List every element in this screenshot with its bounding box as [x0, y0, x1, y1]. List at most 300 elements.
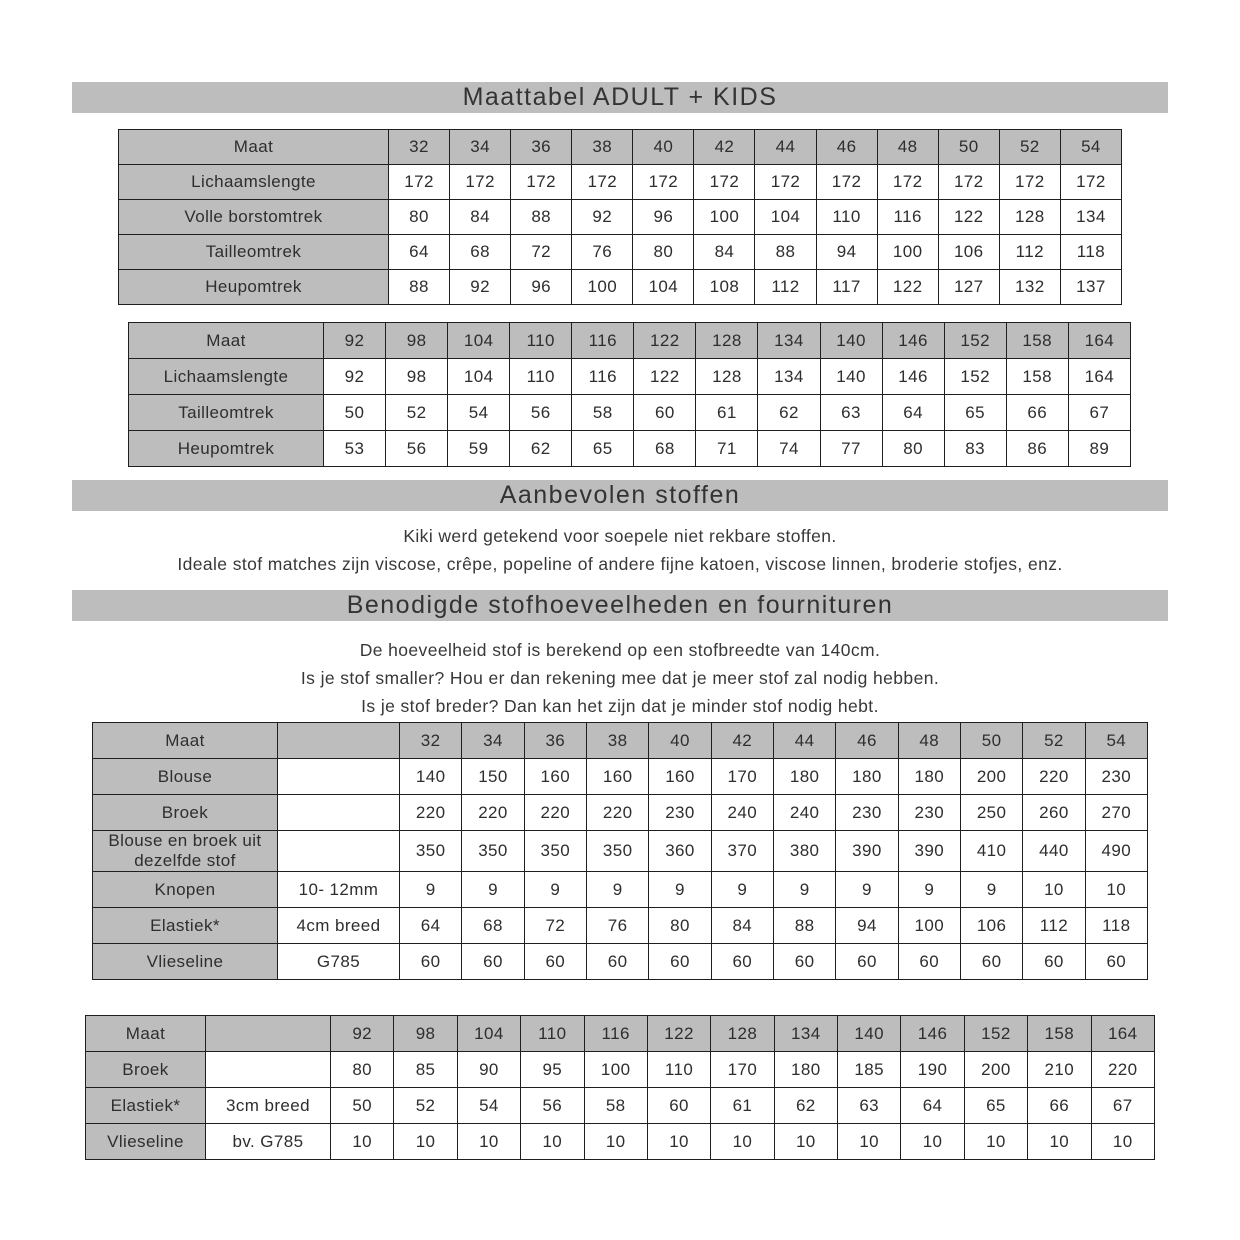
row-note-cell: bv. G785 [206, 1124, 331, 1160]
value-cell: 94 [836, 908, 898, 944]
value-cell: 9 [462, 872, 524, 908]
size-header-cell: 32 [400, 723, 462, 759]
value-cell: 110 [647, 1052, 710, 1088]
value-cell: 100 [572, 270, 633, 305]
value-cell: 92 [450, 270, 511, 305]
value-cell: 158 [1006, 359, 1068, 395]
value-cell: 60 [586, 944, 648, 980]
value-cell: 250 [960, 795, 1022, 831]
value-cell: 60 [960, 944, 1022, 980]
row-note-cell [206, 1016, 331, 1052]
value-cell: 96 [633, 200, 694, 235]
value-cell: 164 [1068, 359, 1130, 395]
value-cell: 64 [901, 1088, 964, 1124]
kids-size-table [128, 322, 1131, 467]
value-cell: 9 [649, 872, 711, 908]
value-cell: 220 [400, 795, 462, 831]
value-cell: 127 [938, 270, 999, 305]
value-cell: 96 [511, 270, 572, 305]
value-cell: 260 [1023, 795, 1085, 831]
size-header-cell: 46 [836, 723, 898, 759]
value-cell: 62 [758, 395, 820, 431]
value-cell: 54 [457, 1088, 520, 1124]
row-note-cell: 10- 12mm [278, 872, 400, 908]
value-cell: 134 [1060, 200, 1121, 235]
table-header-row [119, 130, 1122, 165]
value-cell: 160 [586, 759, 648, 795]
value-cell: 67 [1068, 395, 1130, 431]
size-header-cell: 50 [960, 723, 1022, 759]
value-cell: 9 [524, 872, 586, 908]
value-cell: 68 [450, 235, 511, 270]
size-header-cell: 122 [634, 323, 696, 359]
size-header-cell: 128 [711, 1016, 774, 1052]
row-label-cell: Lichaamslengte [119, 165, 389, 200]
row-note-cell: G785 [278, 944, 400, 980]
value-cell: 185 [838, 1052, 901, 1088]
row-label-cell: Maat [93, 723, 278, 759]
value-cell: 60 [400, 944, 462, 980]
value-cell: 89 [1068, 431, 1130, 467]
value-cell: 74 [758, 431, 820, 467]
value-cell: 50 [331, 1088, 394, 1124]
value-cell: 132 [999, 270, 1060, 305]
table-row [86, 1052, 1155, 1088]
value-cell: 60 [649, 944, 711, 980]
value-cell: 190 [901, 1052, 964, 1088]
value-cell: 200 [964, 1052, 1027, 1088]
table-row [93, 831, 1148, 872]
table-row [129, 431, 1131, 467]
row-label-cell: Tailleomtrek [119, 235, 389, 270]
value-cell: 83 [944, 431, 1006, 467]
value-cell: 172 [1060, 165, 1121, 200]
table-row [86, 1088, 1155, 1124]
value-cell: 180 [836, 759, 898, 795]
value-cell: 68 [462, 908, 524, 944]
value-cell: 240 [711, 795, 773, 831]
value-cell: 122 [938, 200, 999, 235]
row-label-cell: Knopen [93, 872, 278, 908]
value-cell: 65 [572, 431, 634, 467]
table-header-row [86, 1016, 1155, 1052]
size-header-cell: 104 [457, 1016, 520, 1052]
body-text-line: Is je stof breder? Dan kan het zijn dat je minder stof nodig hebt. [361, 696, 879, 716]
value-cell: 180 [774, 1052, 837, 1088]
title-banner: Maattabel ADULT + KIDS [72, 82, 1168, 113]
size-header-cell: 128 [696, 323, 758, 359]
value-cell: 56 [386, 431, 448, 467]
value-cell: 240 [773, 795, 835, 831]
value-cell: 63 [820, 395, 882, 431]
row-label-cell: Blouse en broek uit dezelfde stof [93, 831, 278, 872]
value-cell: 9 [773, 872, 835, 908]
size-header-cell: 140 [820, 323, 882, 359]
value-cell: 59 [448, 431, 510, 467]
value-cell: 150 [462, 759, 524, 795]
value-cell: 72 [524, 908, 586, 944]
value-cell: 56 [510, 395, 572, 431]
value-cell: 60 [1023, 944, 1085, 980]
size-header-cell: 34 [462, 723, 524, 759]
value-cell: 50 [324, 395, 386, 431]
row-note-cell [278, 795, 400, 831]
value-cell: 220 [586, 795, 648, 831]
value-cell: 172 [694, 165, 755, 200]
table-row [119, 200, 1122, 235]
value-cell: 172 [389, 165, 450, 200]
value-cell: 80 [633, 235, 694, 270]
value-cell: 60 [462, 944, 524, 980]
value-cell: 9 [836, 872, 898, 908]
adult-size-table [118, 129, 1122, 305]
value-cell: 112 [1023, 908, 1085, 944]
value-cell: 60 [836, 944, 898, 980]
value-cell: 60 [524, 944, 586, 980]
table-row [119, 165, 1122, 200]
value-cell: 220 [524, 795, 586, 831]
value-cell: 71 [696, 431, 758, 467]
value-cell: 172 [633, 165, 694, 200]
size-header-cell: 42 [694, 130, 755, 165]
value-cell: 390 [898, 831, 960, 872]
value-cell: 80 [331, 1052, 394, 1088]
value-cell: 98 [386, 359, 448, 395]
table-header-row [129, 323, 1131, 359]
table-row [93, 872, 1148, 908]
table-row [129, 359, 1131, 395]
value-cell: 60 [773, 944, 835, 980]
value-cell: 62 [510, 431, 572, 467]
size-header-cell: 38 [572, 130, 633, 165]
value-cell: 86 [1006, 431, 1068, 467]
value-cell: 112 [755, 270, 816, 305]
size-header-cell: 36 [511, 130, 572, 165]
value-cell: 52 [394, 1088, 457, 1124]
value-cell: 10 [584, 1124, 647, 1160]
row-label-cell: Lichaamslengte [129, 359, 324, 395]
size-header-cell: 146 [901, 1016, 964, 1052]
value-cell: 122 [634, 359, 696, 395]
size-header-cell: 48 [877, 130, 938, 165]
value-cell: 172 [999, 165, 1060, 200]
value-cell: 65 [964, 1088, 1027, 1124]
value-cell: 350 [400, 831, 462, 872]
fabrics-paragraph [0, 522, 1240, 578]
size-header-cell: 146 [882, 323, 944, 359]
size-header-cell: 50 [938, 130, 999, 165]
value-cell: 10 [774, 1124, 837, 1160]
value-cell: 92 [324, 359, 386, 395]
value-cell: 80 [389, 200, 450, 235]
body-text-line: Ideale stof matches zijn viscose, crêpe, popeline of andere fijne katoen, viscose linnen, broderie stofjes, enz. [177, 554, 1063, 574]
value-cell: 160 [649, 759, 711, 795]
value-cell: 88 [755, 235, 816, 270]
value-cell: 350 [586, 831, 648, 872]
value-cell: 9 [898, 872, 960, 908]
value-cell: 104 [755, 200, 816, 235]
value-cell: 350 [462, 831, 524, 872]
table-row [93, 795, 1148, 831]
row-label-cell: Tailleomtrek [129, 395, 324, 431]
value-cell: 10 [1028, 1124, 1091, 1160]
size-header-cell: 48 [898, 723, 960, 759]
value-cell: 104 [633, 270, 694, 305]
table-row [129, 395, 1131, 431]
size-header-cell: 32 [389, 130, 450, 165]
value-cell: 10 [394, 1124, 457, 1160]
value-cell: 64 [400, 908, 462, 944]
size-header-cell: 34 [450, 130, 511, 165]
value-cell: 10 [1023, 872, 1085, 908]
size-header-cell: 36 [524, 723, 586, 759]
size-header-cell: 40 [649, 723, 711, 759]
size-header-cell: 158 [1028, 1016, 1091, 1052]
row-label-cell: Elastiek* [93, 908, 278, 944]
value-cell: 134 [758, 359, 820, 395]
value-cell: 58 [572, 395, 634, 431]
value-cell: 94 [816, 235, 877, 270]
value-cell: 54 [448, 395, 510, 431]
table-header-row [93, 723, 1148, 759]
value-cell: 53 [324, 431, 386, 467]
row-label-cell: Vlieseline [93, 944, 278, 980]
value-cell: 61 [696, 395, 758, 431]
size-header-cell: 42 [711, 723, 773, 759]
value-cell: 118 [1085, 908, 1147, 944]
value-cell: 80 [882, 431, 944, 467]
value-cell: 230 [898, 795, 960, 831]
size-header-cell: 122 [647, 1016, 710, 1052]
value-cell: 172 [450, 165, 511, 200]
value-cell: 64 [882, 395, 944, 431]
size-header-cell: 52 [999, 130, 1060, 165]
row-label-cell: Maat [86, 1016, 206, 1052]
row-note-cell: 3cm breed [206, 1088, 331, 1124]
table-row [119, 235, 1122, 270]
value-cell: 62 [774, 1088, 837, 1124]
table-row [119, 270, 1122, 305]
value-cell: 10 [521, 1124, 584, 1160]
value-cell: 10 [1085, 872, 1147, 908]
value-cell: 128 [696, 359, 758, 395]
value-cell: 66 [1006, 395, 1068, 431]
row-label-cell: Maat [129, 323, 324, 359]
value-cell: 9 [400, 872, 462, 908]
value-cell: 172 [755, 165, 816, 200]
table-row [86, 1124, 1155, 1160]
value-cell: 380 [773, 831, 835, 872]
value-cell: 152 [944, 359, 1006, 395]
value-cell: 116 [877, 200, 938, 235]
value-cell: 210 [1028, 1052, 1091, 1088]
value-cell: 67 [1091, 1088, 1155, 1124]
value-cell: 76 [572, 235, 633, 270]
value-cell: 10 [711, 1124, 774, 1160]
body-text-line: De hoeveelheid stof is berekend op een stofbreedte van 140cm. [359, 640, 881, 660]
row-label-cell: Broek [93, 795, 278, 831]
value-cell: 146 [882, 359, 944, 395]
value-cell: 10 [964, 1124, 1027, 1160]
value-cell: 410 [960, 831, 1022, 872]
value-cell: 88 [773, 908, 835, 944]
value-cell: 230 [649, 795, 711, 831]
value-cell: 60 [898, 944, 960, 980]
value-cell: 108 [694, 270, 755, 305]
row-label-cell: Volle borstomtrek [119, 200, 389, 235]
size-header-cell: 116 [584, 1016, 647, 1052]
value-cell: 350 [524, 831, 586, 872]
value-cell: 180 [773, 759, 835, 795]
value-cell: 180 [898, 759, 960, 795]
row-label-cell: Blouse [93, 759, 278, 795]
value-cell: 10 [901, 1124, 964, 1160]
value-cell: 68 [634, 431, 696, 467]
value-cell: 60 [647, 1088, 710, 1124]
value-cell: 160 [524, 759, 586, 795]
value-cell: 72 [511, 235, 572, 270]
value-cell: 64 [389, 235, 450, 270]
size-header-cell: 140 [838, 1016, 901, 1052]
value-cell: 95 [521, 1052, 584, 1088]
table-row [93, 944, 1148, 980]
value-cell: 220 [1023, 759, 1085, 795]
size-header-cell: 46 [816, 130, 877, 165]
row-label-cell: Broek [86, 1052, 206, 1088]
row-note-cell [278, 759, 400, 795]
value-cell: 110 [510, 359, 572, 395]
size-header-cell: 52 [1023, 723, 1085, 759]
value-cell: 76 [586, 908, 648, 944]
value-cell: 66 [1028, 1088, 1091, 1124]
value-cell: 122 [877, 270, 938, 305]
row-label-cell: Vlieseline [86, 1124, 206, 1160]
value-cell: 106 [938, 235, 999, 270]
row-note-cell [206, 1052, 331, 1088]
value-cell: 118 [1060, 235, 1121, 270]
size-header-cell: 92 [324, 323, 386, 359]
size-header-cell: 158 [1006, 323, 1068, 359]
size-header-cell: 38 [586, 723, 648, 759]
value-cell: 116 [572, 359, 634, 395]
value-cell: 170 [711, 1052, 774, 1088]
value-cell: 100 [877, 235, 938, 270]
row-label-cell: Heupomtrek [119, 270, 389, 305]
size-header-cell: 134 [774, 1016, 837, 1052]
value-cell: 9 [960, 872, 1022, 908]
size-header-cell: 44 [773, 723, 835, 759]
size-header-cell: 164 [1091, 1016, 1155, 1052]
value-cell: 65 [944, 395, 1006, 431]
size-header-cell: 54 [1085, 723, 1147, 759]
value-cell: 140 [400, 759, 462, 795]
value-cell: 172 [511, 165, 572, 200]
value-cell: 170 [711, 759, 773, 795]
body-text-line: Is je stof smaller? Hou er dan rekening mee dat je meer stof zal nodig hebben. [300, 668, 940, 688]
value-cell: 230 [1085, 759, 1147, 795]
value-cell: 270 [1085, 795, 1147, 831]
value-cell: 9 [586, 872, 648, 908]
size-header-cell: 92 [331, 1016, 394, 1052]
value-cell: 88 [511, 200, 572, 235]
value-cell: 128 [999, 200, 1060, 235]
size-header-cell: 54 [1060, 130, 1121, 165]
value-cell: 172 [938, 165, 999, 200]
value-cell: 110 [816, 200, 877, 235]
value-cell: 60 [634, 395, 696, 431]
size-header-cell: 152 [944, 323, 1006, 359]
value-cell: 80 [649, 908, 711, 944]
value-cell: 10 [838, 1124, 901, 1160]
value-cell: 58 [584, 1088, 647, 1124]
value-cell: 137 [1060, 270, 1121, 305]
value-cell: 220 [1091, 1052, 1155, 1088]
value-cell: 84 [694, 235, 755, 270]
value-cell: 112 [999, 235, 1060, 270]
value-cell: 52 [386, 395, 448, 431]
value-cell: 172 [816, 165, 877, 200]
row-label-cell: Maat [119, 130, 389, 165]
fabrics-section-banner: Aanbevolen stoffen [72, 480, 1168, 511]
size-header-cell: 98 [386, 323, 448, 359]
adult-quantities-table [92, 722, 1148, 980]
size-header-cell: 98 [394, 1016, 457, 1052]
value-cell: 61 [711, 1088, 774, 1124]
value-cell: 10 [1091, 1124, 1155, 1160]
row-label-cell: Heupomtrek [129, 431, 324, 467]
value-cell: 100 [584, 1052, 647, 1088]
row-note-cell [278, 723, 400, 759]
value-cell: 140 [820, 359, 882, 395]
value-cell: 60 [711, 944, 773, 980]
value-cell: 117 [816, 270, 877, 305]
value-cell: 100 [694, 200, 755, 235]
value-cell: 10 [457, 1124, 520, 1160]
row-note-cell [278, 831, 400, 872]
value-cell: 172 [572, 165, 633, 200]
value-cell: 172 [877, 165, 938, 200]
value-cell: 85 [394, 1052, 457, 1088]
value-cell: 360 [649, 831, 711, 872]
value-cell: 490 [1085, 831, 1147, 872]
value-cell: 90 [457, 1052, 520, 1088]
size-header-cell: 110 [510, 323, 572, 359]
value-cell: 220 [462, 795, 524, 831]
size-header-cell: 110 [521, 1016, 584, 1052]
value-cell: 370 [711, 831, 773, 872]
value-cell: 106 [960, 908, 1022, 944]
size-header-cell: 104 [448, 323, 510, 359]
value-cell: 63 [838, 1088, 901, 1124]
size-header-cell: 44 [755, 130, 816, 165]
row-note-cell: 4cm breed [278, 908, 400, 944]
size-header-cell: 164 [1068, 323, 1130, 359]
value-cell: 60 [1085, 944, 1147, 980]
body-text-line: Kiki werd getekend voor soepele niet rekbare stoffen. [403, 526, 837, 546]
quantities-paragraph [0, 636, 1240, 720]
value-cell: 56 [521, 1088, 584, 1124]
value-cell: 92 [572, 200, 633, 235]
value-cell: 100 [898, 908, 960, 944]
value-cell: 104 [448, 359, 510, 395]
value-cell: 9 [711, 872, 773, 908]
row-label-cell: Elastiek* [86, 1088, 206, 1124]
kids-quantities-table [85, 1015, 1155, 1160]
size-header-cell: 134 [758, 323, 820, 359]
value-cell: 10 [647, 1124, 710, 1160]
size-header-cell: 152 [964, 1016, 1027, 1052]
value-cell: 84 [450, 200, 511, 235]
